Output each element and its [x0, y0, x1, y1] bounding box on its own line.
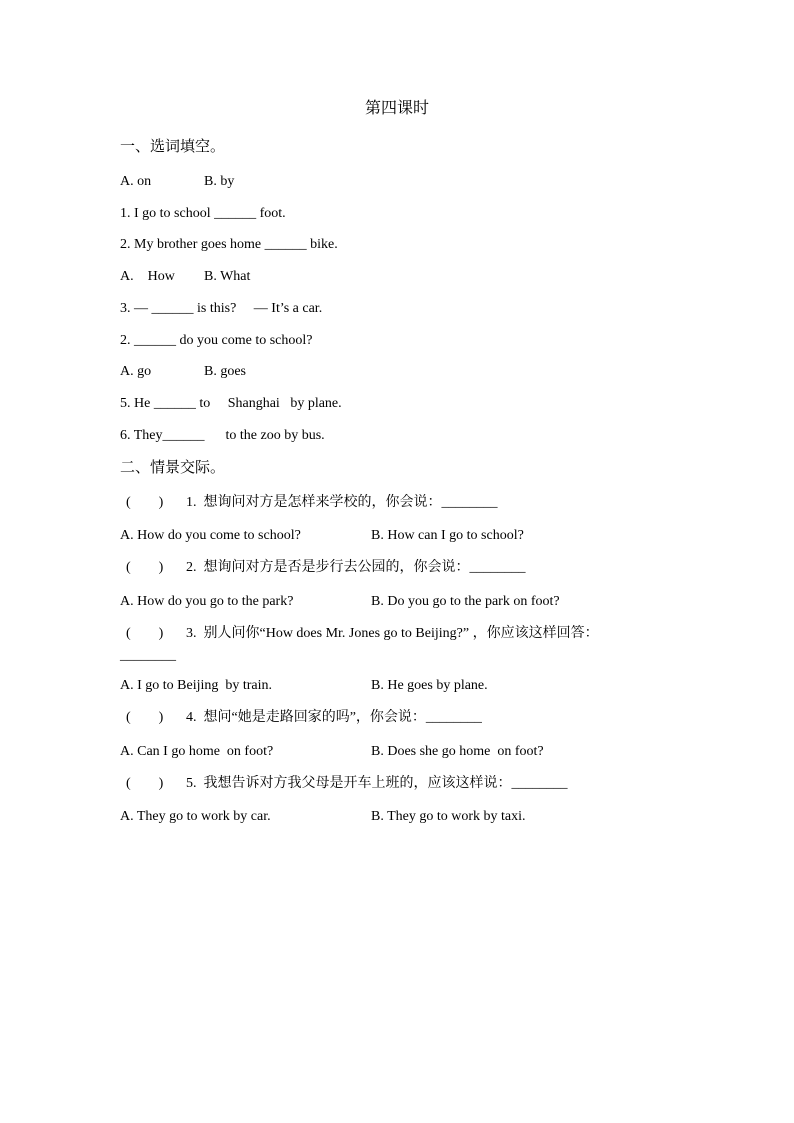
options-group-3-a: A. go	[120, 364, 152, 379]
dialogue-3-option-a: A. I go to Beijing by train.	[120, 678, 273, 693]
dialogue-1-option-a: A. How do you come to school?	[120, 528, 301, 543]
options-group-1-b: B. by	[204, 174, 235, 189]
answer-paren-4: ( )	[126, 710, 164, 725]
dialogue-question-2: 2. 想询问对方是否是步行去公园的，你会说：________	[186, 560, 526, 575]
dialogue-2-option-a: A. How do you go to the park?	[120, 594, 294, 609]
section-2-heading: 二、情景交际。	[120, 460, 226, 476]
options-group-2-b: B. What	[204, 269, 251, 284]
options-group-1-a: A. on	[120, 174, 152, 189]
dialogue-5-option-b: B. They go to work by taxi.	[371, 809, 526, 824]
options-group-3-b: B. goes	[204, 364, 246, 379]
dialogue-2-option-b: B. Do you go to the park on foot?	[371, 594, 560, 609]
question-6: 6. They______ to the zoo by bus.	[120, 428, 325, 443]
dialogue-question-1: 1. 想询问对方是怎样来学校的，你会说：________	[186, 495, 498, 510]
question-5: 5. He ______ to Shanghai by plane.	[120, 396, 342, 411]
dialogue-4-option-a: A. Can I go home on foot?	[120, 744, 274, 759]
options-group-2-a: A. How	[120, 269, 175, 284]
question-4: 2. ______ do you come to school?	[120, 333, 313, 348]
dialogue-3-option-b: B. He goes by plane.	[371, 678, 488, 693]
section-1-heading: 一、选词填空。	[120, 139, 226, 155]
answer-paren-5: ( )	[126, 776, 164, 791]
dialogue-question-4: 4. 想问“她是走路回家的吗”，你会说：________	[186, 710, 482, 725]
page-title: 第四课时	[364, 100, 429, 117]
dialogue-4-option-b: B. Does she go home on foot?	[371, 744, 544, 759]
dialogue-1-option-b: B. How can I go to school?	[371, 528, 524, 543]
dialogue-5-option-a: A. They go to work by car.	[120, 809, 271, 824]
answer-paren-1: ( )	[126, 495, 164, 510]
question-3: 3. — ______ is this? — It’s a car.	[120, 301, 323, 316]
dialogue-question-3-blank: ________	[120, 648, 176, 663]
dialogue-question-3: 3. 别人问你“How does Mr. Jones go to Beijing?” ，你应该这样回答：	[186, 626, 599, 641]
answer-paren-2: ( )	[126, 560, 164, 575]
answer-paren-3: ( )	[126, 626, 164, 641]
question-1: 1. I go to school ______ foot.	[120, 206, 286, 221]
dialogue-question-5: 5. 我想告诉对方我父母是开车上班的，应该这样说：________	[186, 776, 568, 791]
question-2: 2. My brother goes home ______ bike.	[120, 237, 338, 252]
